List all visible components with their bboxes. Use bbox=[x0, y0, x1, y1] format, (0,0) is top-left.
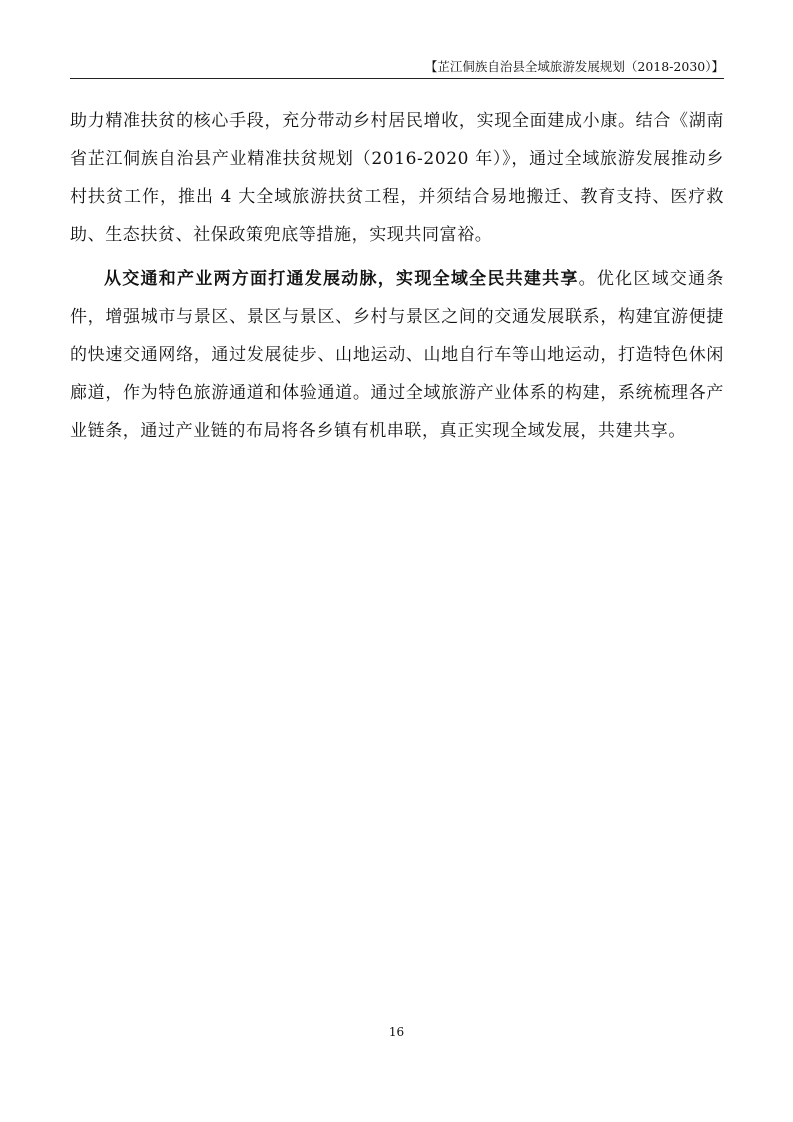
header-divider bbox=[70, 78, 724, 79]
page-number: 16 bbox=[388, 1025, 405, 1039]
running-header: 【芷江侗族自治县全域旅游发展规划（2018-2030）】 bbox=[424, 59, 724, 74]
paragraph-transport-industry bbox=[70, 260, 724, 450]
paragraph-text: 助力精准扶贫的核心手段，充分带动乡村居民增收，实现全面建成小康。结合《湖南省芷江侗族自治县产业精准扶贫规划（2016-2020 年）》，通过全域旅游发展推动乡村扶贫工作，推出 4 大全域旅游扶贫工程，并须结合易地搬迁、教育支持、医疗救助、生态扶贫、社保政策兜底等措施，实现共同富裕。 bbox=[70, 111, 724, 245]
paragraph-bold-lead: 从交通和产业两方面打通发展动脉，实现全域全民共建共享 bbox=[104, 269, 579, 289]
paragraph-poverty-alleviation bbox=[70, 102, 724, 254]
paragraph-text: 。优化区域交通条件，增强城市与景区、景区与景区、乡村与景区之间的交通发展联系，构建宜游便捷的快速交通网络，通过发展徒步、山地运动、山地自行车等山地运动，打造特色休闲廊道，作为特色旅游通道和体验通道。通过全域旅游产业体系的构建，系统梳理各产业链条，通过产业链的布局将各乡镇有机串联，真正实现全域发展，共建共享。 bbox=[70, 269, 724, 441]
body-text bbox=[70, 102, 724, 450]
